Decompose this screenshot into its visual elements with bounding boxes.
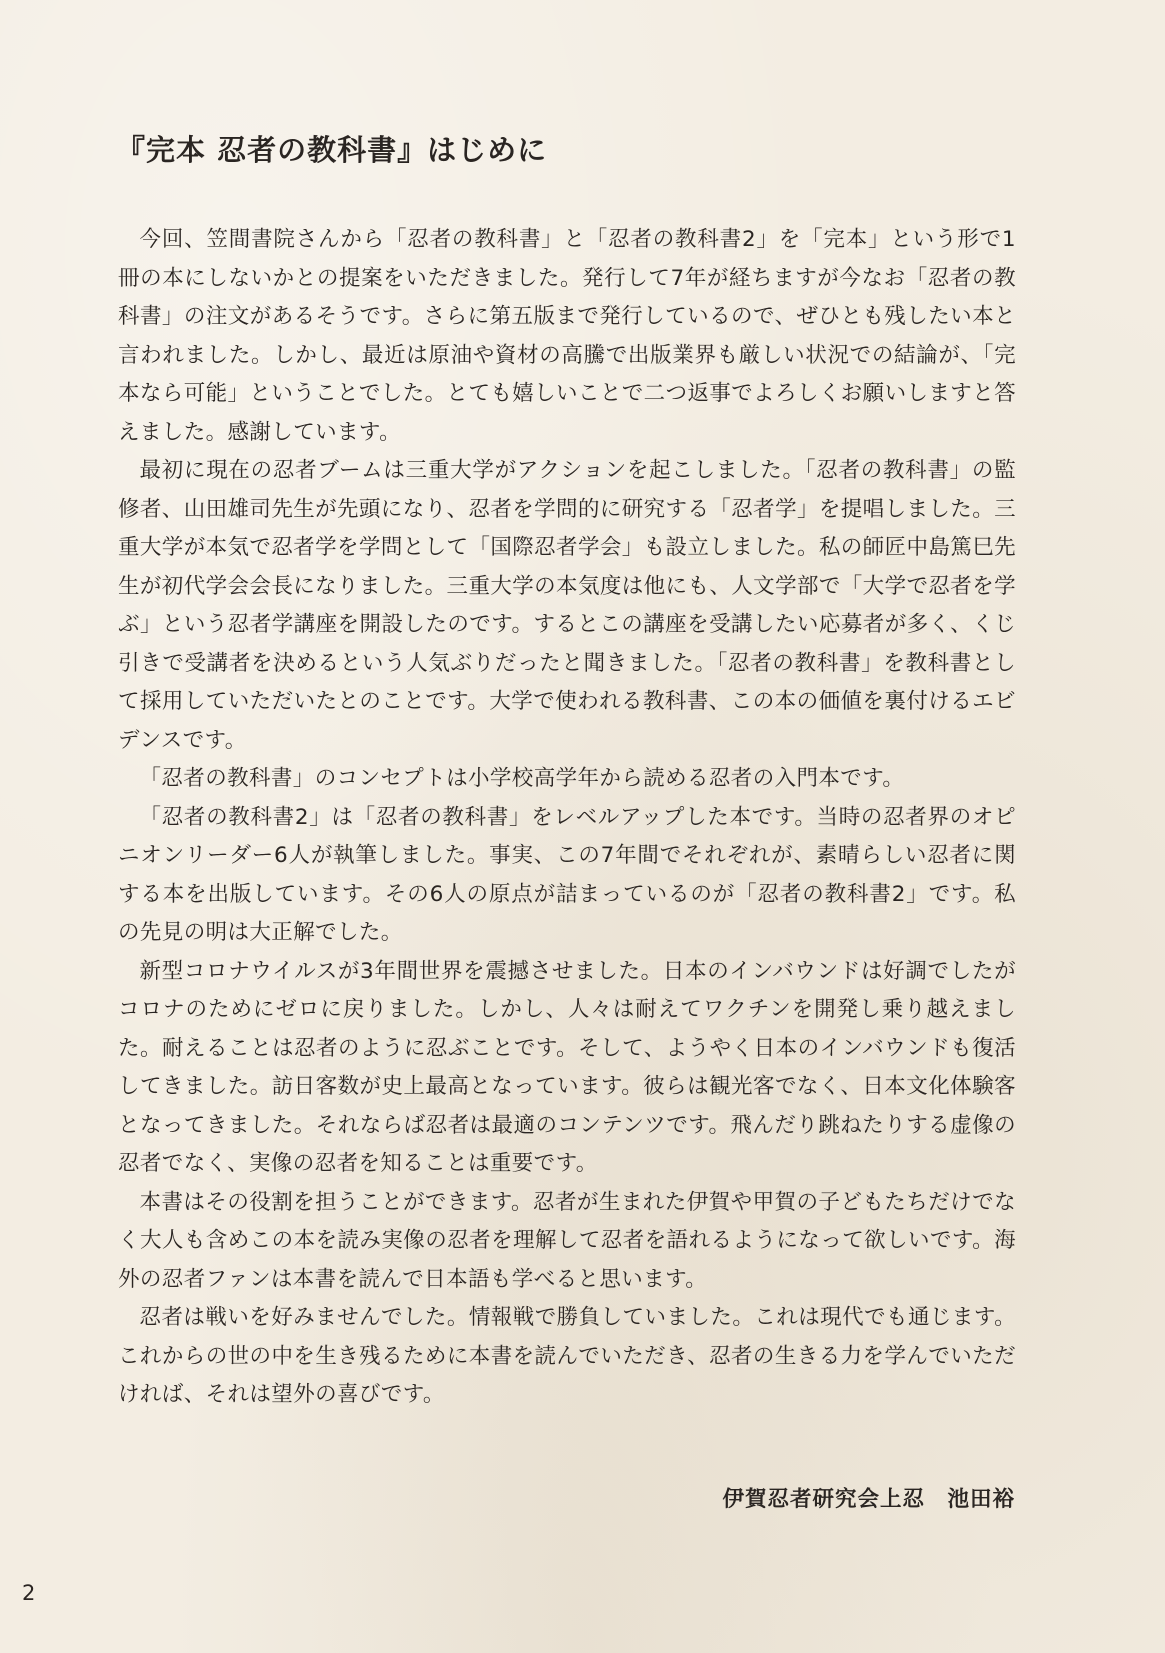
paragraph: 忍者は戦いを好みませんでした。情報戦で勝負していました。これは現代でも通じます。これからの世の中を生き残るために本書を読んでいただき、忍者の生きる力を学んでいただければ、それは望外の喜びです。: [118, 1305, 1016, 1407]
paragraph: 新型コロナウイルスが3年間世界を震撼させました。日本のインバウンドは好調でしたがコロナのためにゼロに戻りました。しかし、人々は耐えてワクチンを開発し乗り越えました。耐えることは忍者のように忍ぶことです。そして、ようやく日本のインバウンドも復活してきました。訪日客数が史上最高となっています。彼らは観光客でなく、日本文化体験客となってきました。それならば忍者は最適のコンテンツです。飛んだり跳ねたりする虚像の忍者でなく、実像の忍者を知ることは重要です。: [118, 958, 1016, 1176]
page-number: 2: [22, 1581, 36, 1605]
page-title: 『完本 忍者の教科書』はじめに: [116, 133, 548, 167]
paragraph: 本書はその役割を担うことができます。忍者が生まれた伊賀や甲賀の子どもたちだけでなく大人も含めこの本を読み実像の忍者を理解して忍者を語れるようになって欲しいです。海外の忍者ファンは本書を読んで日本語も学べると思います。: [118, 1189, 1016, 1292]
paragraph: 最初に現在の忍者ブームは三重大学がアクションを起こしました。「忍者の教科書」の監修者、山田雄司先生が先頭になり、忍者を学問的に研究する「忍者学」を提唱しました。三重大学が本気で忍者学を学問として「国際忍者学会」も設立しました。私の師匠中島篤巳先生が初代学会会長になりました。三重大学の本気度は他にも、人文学部で「大学で忍者を学ぶ」という忍者学講座を開設したのです。するとこの講座を受講したい応募者が多く、くじ引きで受講者を決めるという人気ぶりだったと聞きました。「忍者の教科書」を教科書として採用していただいたとのことです。大学で使われる教科書、この本の価値を裏付けるエビデンスです。: [118, 458, 1016, 753]
paragraph: 「忍者の教科書2」は「忍者の教科書」をレベルアップした本です。当時の忍者界のオピニオンリーダー6人が執筆しました。事実、この7年間でそれぞれが、素晴らしい忍者に関する本を出版しています。その6人の原点が詰まっているのが「忍者の教科書2」です。私の先見の明は大正解でした。: [118, 804, 1016, 945]
paragraph: 今回、笠間書院さんから「忍者の教科書」と「忍者の教科書2」を「完本」という形で1冊の本にしないかとの提案をいただきました。発行して7年が経ちますが今なお「忍者の教科書」の注文があるそうです。さらに第五版まで発行しているので、ぜひとも残したい本と言われました。しかし、最近は原油や資材の高騰で出版業界も厳しい状況での結論が、「完本なら可能」ということでした。とても嬉しいことで二つ返事でよろしくお願いしますと答えました。感謝しています。: [118, 227, 1016, 445]
author-signature: 伊賀忍者研究会上忍 池田裕: [722, 1487, 1015, 1512]
paragraph: 「忍者の教科書」のコンセプトは小学校高学年から読める忍者の入門本です。: [139, 766, 905, 791]
body-text: [118, 221, 1016, 1415]
